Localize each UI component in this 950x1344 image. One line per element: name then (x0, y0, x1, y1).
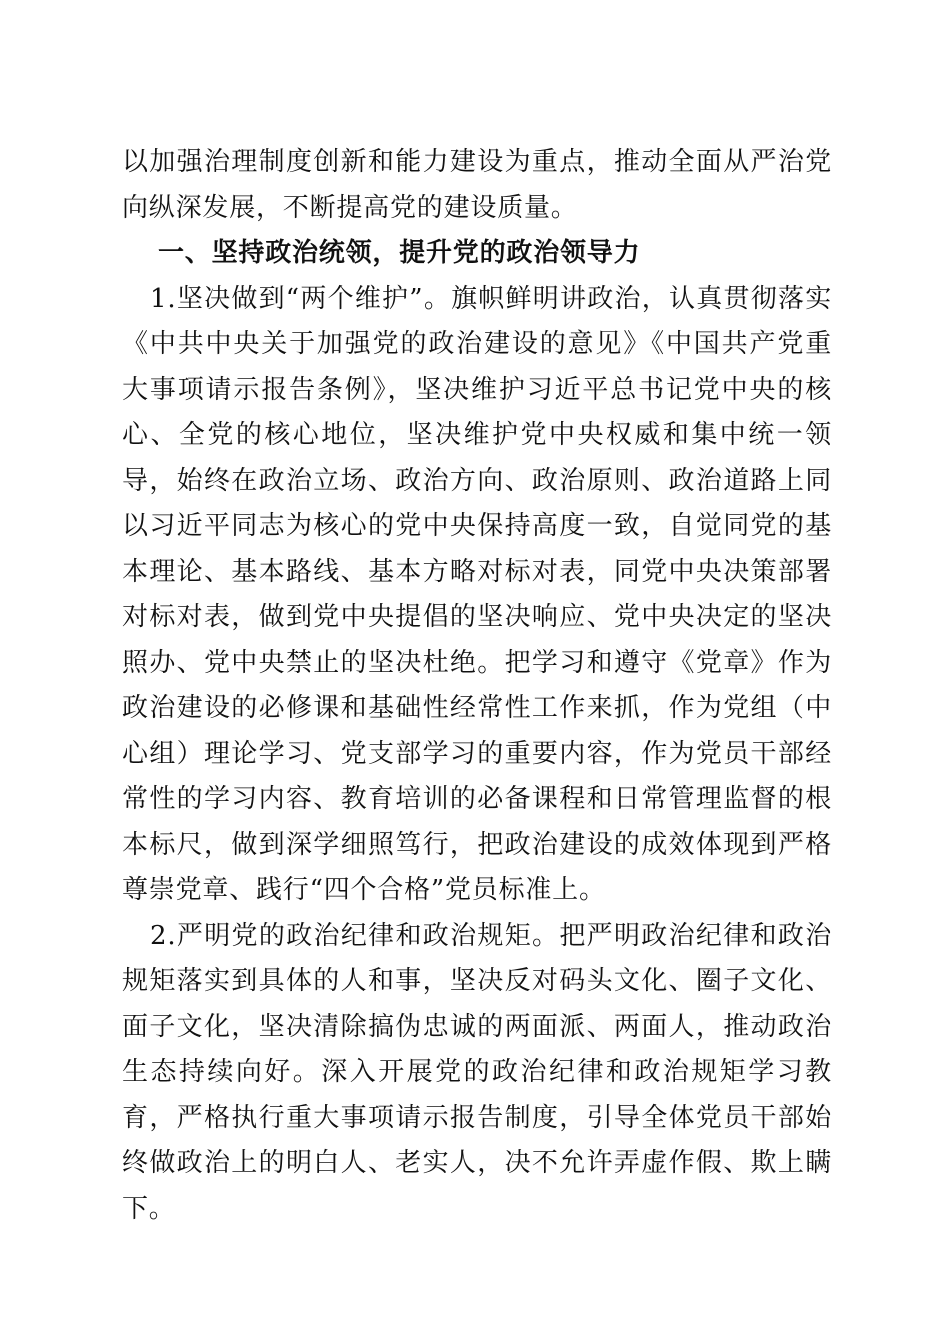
section-heading: 一、坚持政治统领，提升党的政治领导力 (158, 238, 641, 268)
intro-paragraph: 以加强治理制度创新和能力建设为重点，推动全面从严治党向纵深发展，不断提高党的建设质量。 (122, 147, 832, 223)
item-2-paragraph: 2.严明党的政治纪律和政治规矩。把严明政治纪律和政治规矩落实到具体的人和事，坚决反对码头文化、圈子文化、面子文化，坚决清除搞伪忠诚的两面派、两面人，推动政治生态持续向好。深入开展党的政治纪律和政治规矩学习教育，严格执行重大事项请示报告制度，引导全体党员干部始终做政治上的明白人、老实人，决不允许弄虚作假、欺上瞒下。 (122, 920, 832, 1224)
document-body (122, 140, 832, 1232)
item-1-paragraph: 1.坚决做到“两个维护”。旗帜鲜明讲政治，认真贯彻落实《中共中央关于加强党的政治建设的意见》《中国共产党重大事项请示报告条例》，坚决维护习近平总书记党中央的核心、全党的核心地位，坚决维护党中央权威和集中统一领导，始终在政治立场、政治方向、政治原则、政治道路上同以习近平同志为核心的党中央保持高度一致，自觉同党的基本理论、基本路线、基本方略对标对表，同党中央决策部署对标对表，做到党中央提倡的坚决响应、党中央决定的坚决照办、党中央禁止的坚决杜绝。把学习和遵守《党章》作为政治建设的必修课和基础性经常性工作来抓，作为党组（中心组）理论学习、党支部学习的重要内容，作为党员干部经常性的学习内容、教育培训的必备课程和日常管理监督的根本标尺，做到深学细照笃行，把政治建设的成效体现到严格尊崇党章、践行“四个合格”党员标准上。 (122, 283, 832, 905)
